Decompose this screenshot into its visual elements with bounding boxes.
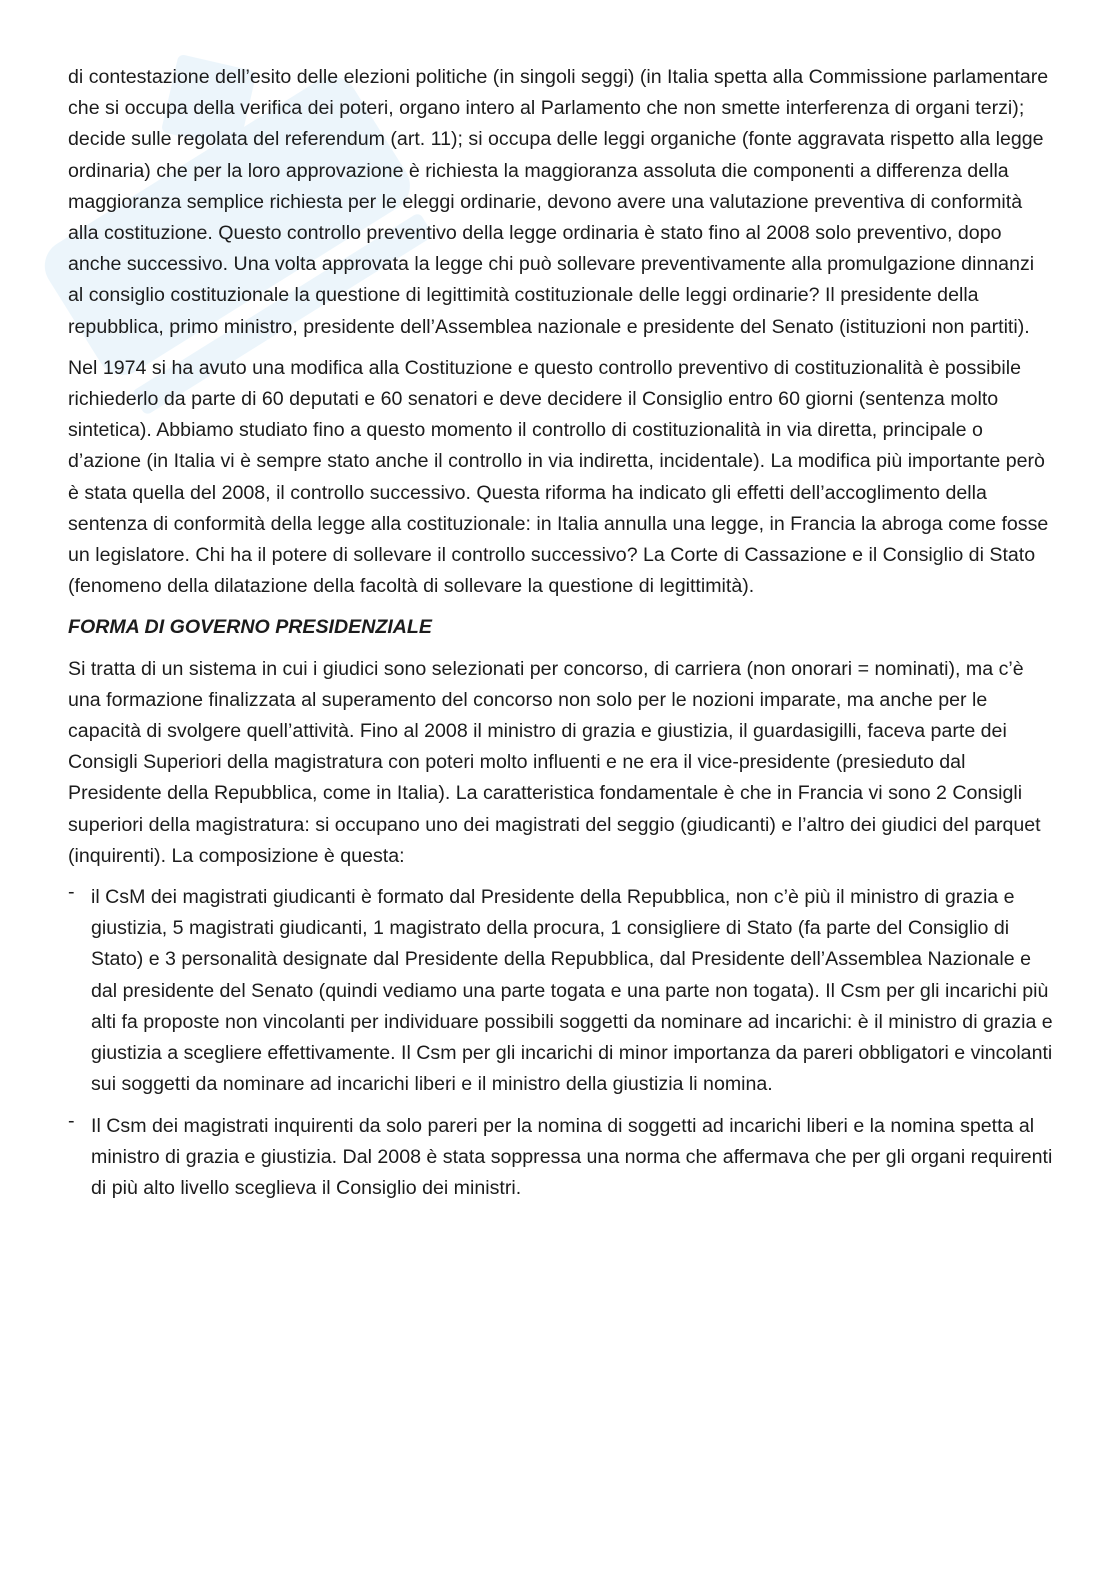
section-heading: FORMA DI GOVERNO PRESIDENZIALE xyxy=(68,616,432,639)
paragraph-1: di contestazione dell’esito delle elezioni politiche (in singoli seggi) (in Italia spetta alla Commissione parlamentare che si occupa della verifica dei poteri, organo intero al Parlamento che non smette interferenza di organi terzi); decide sulle regolata del referendum (art. 11); si occupa delle leggi organiche (fonte aggravata rispetto alla legge ordinaria) che per la loro approvazione è richiesta la maggioranza assoluta die componenti a differenza della maggioranza semplice richiesta per le eleggi ordinarie, devono avere una valutazione preventiva di conformità alla costituzione. Questo controllo preventivo della legge ordinaria è stato fino al 2008 solo preventivo, dopo anche successivo. Una volta approvata la legge chi può sollevare preventivamente alla promulgazione dinnanzi al consiglio costituzionale la questione di legittimità costituzionale delle leggi ordinarie? Il presidente della repubblica, primo ministro, presidente dell’Assemblea nazionale e presidente del Senato (istituzioni non partiti). xyxy=(68,66,1049,338)
list-item-text: Il Csm dei magistrati inquirenti da solo pareri per la nomina di soggetti ad incarichi liberi e la nomina spetta al ministro di grazia e giustizia. Dal 2008 è stata soppressa una norma che affermava che per gli organi requirenti di più alto livello sceglieva il Consiglio dei ministri. xyxy=(91,1114,1053,1199)
list-item xyxy=(68,882,1053,1100)
document-body xyxy=(68,62,1053,1214)
dash-bullet-icon: - xyxy=(68,881,75,904)
list-item xyxy=(68,1111,1053,1205)
paragraph-2: Nel 1974 si ha avuto una modifica alla Costituzione e questo controllo preventivo di costituzionalità è possibile richiederlo da parte di 60 deputati e 60 senatori e deve decidere il Consiglio entro 60 giorni (sentenza molto sintetica). Abbiamo studiato fino a questo momento il controllo di costituzionalità in via diretta, principale o d’azione (in Italia vi è sempre stato anche il controllo in via indiretta, incidentale). La modifica più importante però è stata quella del 2008, il controllo successivo. Questa riforma ha indicato gli effetti dell’accoglimento della sentenza di conformità della legge alla costituzionale: in Italia annulla una legge, in Francia la abroga come fosse un legislatore. Chi ha il potere di sollevare il controllo successivo? La Corte di Cassazione e il Consiglio di Stato (fenomeno della dilatazione della facoltà di sollevare la questione di legittimità). xyxy=(68,356,1049,598)
dash-bullet-icon: - xyxy=(68,1109,75,1132)
list-item-text: il CsM dei magistrati giudicanti è formato dal Presidente della Repubblica, non c’è più il ministro di grazia e giustizia, 5 magistrati giudicanti, 1 magistrato della procura, 1 consigliere di Stato (fa parte del Consiglio di Stato) e 3 personalità designate dal Presidente della Repubblica, dal Presidente dell’Assemblea Nazionale e dal presidente del Senato (quindi vediamo una parte togata e una parte non togata). Il Csm per gli incarichi più alti fa proposte non vincolanti per individuare possibili soggetti da nominare ad incarichi: è il ministro di grazia e giustizia a scegliere effettivamente. Il Csm per gli incarichi di minor importanza da pareri obbligatori e vincolanti sui soggetti da nominare ad incarichi liberi e il ministro della giustizia li nomina. xyxy=(91,886,1053,1096)
paragraph-3: Si tratta di un sistema in cui i giudici sono selezionati per concorso, di carriera (non onorari = nominati), ma c’è una formazione finalizzata al superamento del concorso non solo per le nozioni imparate, ma anche per le capacità di svolgere quell’attività. Fino al 2008 il ministro di grazia e giustizia, il guardasigilli, faceva parte dei Consigli Superiori della magistratura con poteri molto influenti e ne era il vice-presidente (presieduto dal Presidente della Repubblica, come in Italia). La caratteristica fondamentale è che in Francia vi sono 2 Consigli superiori della magistratura: si occupano uno dei magistrati del seggio (giudicanti) e l’altro dei giudici del parquet (inquirenti). La composizione è questa: xyxy=(68,657,1041,867)
composition-list xyxy=(68,882,1053,1204)
